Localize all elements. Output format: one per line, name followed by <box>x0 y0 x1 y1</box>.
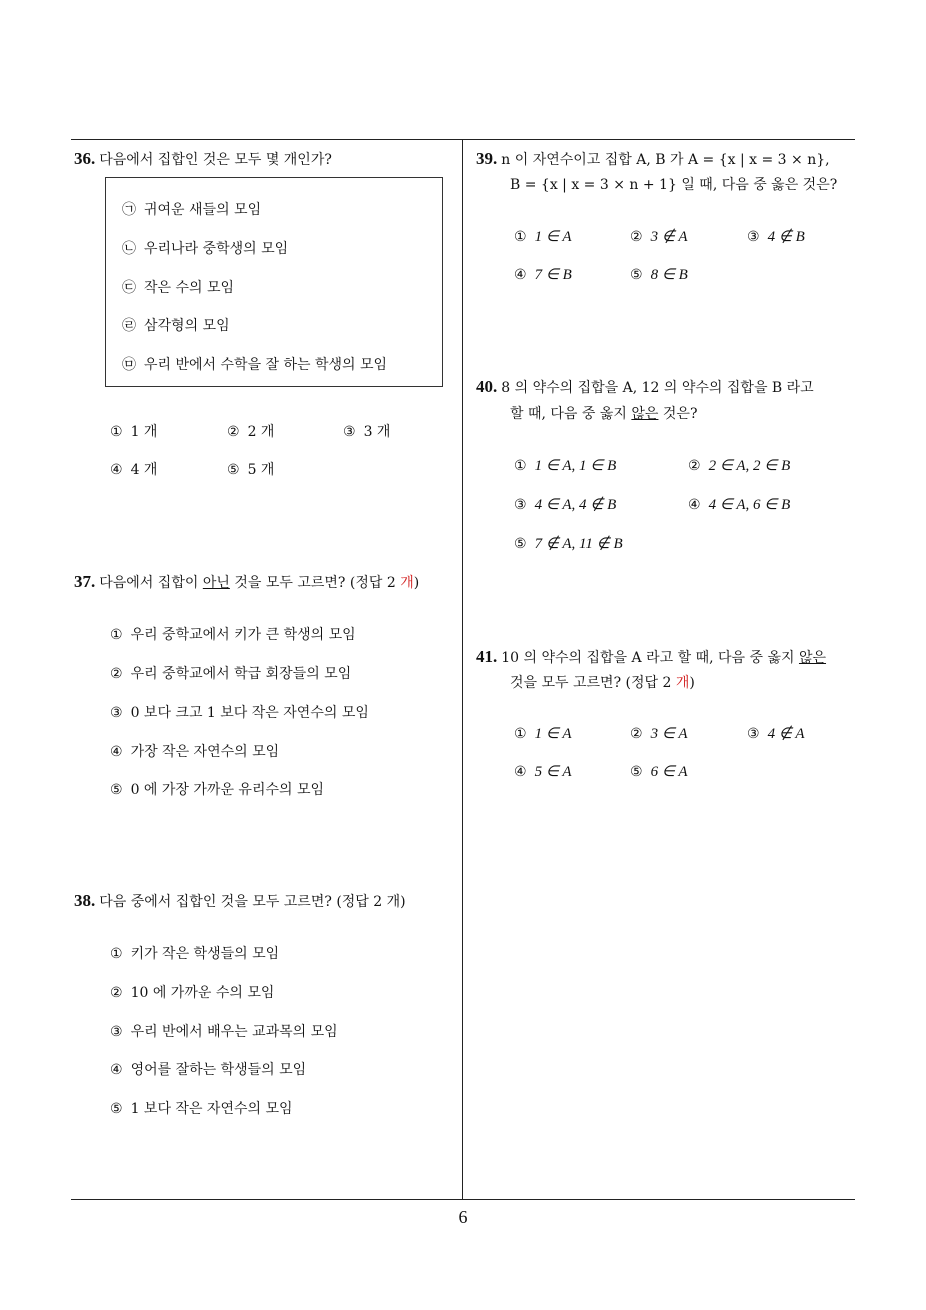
column-divider <box>462 139 463 1200</box>
q36-statement-box <box>105 177 443 387</box>
box-item: ㉠ 귀여운 새들의 모임 <box>122 202 262 218</box>
answer-option-4[interactable]: ④ 4 ∈ A, 6 ∈ B <box>688 497 791 513</box>
question-41-line-2: 것을 모두 고르면? (정답 2 개) <box>510 675 695 691</box>
question-text: 다음에서 집합인 것은 모두 몇 개인가? <box>99 152 332 168</box>
answer-option-1[interactable]: ① 1 ∈ A <box>514 726 572 742</box>
box-item: ㉡ 우리나라 중학생의 모임 <box>122 241 289 257</box>
question-text-line-2: B = {x | x = 3 × n + 1} 일 때, 다음 중 옳은 것은? <box>510 177 838 193</box>
red-emphasis: 개 <box>400 575 414 591</box>
answer-option-1[interactable]: ① 1 개 <box>110 424 158 440</box>
answer-option-3[interactable]: ③ 4 ∈ A, 4 ∉ B <box>514 497 617 513</box>
box-item: ㉣ 삼각형의 모임 <box>122 318 230 334</box>
question-number: 41. <box>476 647 498 666</box>
question-number: 38. <box>74 891 96 910</box>
question-number: 36. <box>74 149 96 168</box>
answer-option-2[interactable]: ② 2 ∈ A, 2 ∈ B <box>688 458 791 474</box>
answer-option-2[interactable]: ② 3 ∈ A <box>630 726 688 742</box>
answer-option-5[interactable]: ⑤ 8 ∈ B <box>630 267 688 283</box>
box-item: ㉤ 우리 반에서 수학을 잘 하는 학생의 모임 <box>122 357 388 373</box>
answer-option-1[interactable]: ① 우리 중학교에서 키가 큰 학생의 모임 <box>110 627 356 643</box>
question-40 <box>476 374 814 401</box>
underlined-word: 아닌 <box>202 575 230 591</box>
question-37: 37. 다음에서 집합이 아닌 것을 모두 고르면? (정답 2 개) <box>74 572 420 591</box>
answer-option-2[interactable]: ② 10 에 가까운 수의 모임 <box>110 985 275 1001</box>
answer-option-5[interactable]: ⑤ 5 개 <box>227 462 275 478</box>
question-39 <box>476 146 830 173</box>
underlined-word: 않은 <box>798 650 827 666</box>
answer-option-3[interactable]: ③ 4 ∉ B <box>747 229 805 245</box>
top-rule <box>71 139 855 140</box>
answer-option-4[interactable]: ④ 5 ∈ A <box>514 764 572 780</box>
answer-option-3[interactable]: ③ 4 ∉ A <box>747 726 805 742</box>
answer-option-4[interactable]: ④ 4 개 <box>110 462 158 478</box>
answer-option-5[interactable]: ⑤ 6 ∈ A <box>630 764 688 780</box>
answer-option-5[interactable]: ⑤ 0 에 가장 가까운 유리수의 모임 <box>110 782 325 798</box>
answer-option-3[interactable]: ③ 우리 반에서 배우는 교과목의 모임 <box>110 1024 338 1040</box>
page-number: 6 <box>458 1207 468 1227</box>
answer-option-4[interactable]: ④ 가장 작은 자연수의 모임 <box>110 744 280 760</box>
question-number: 39. <box>476 149 498 168</box>
answer-option-4[interactable]: ④ 영어를 잘하는 학생들의 모임 <box>110 1062 307 1078</box>
answer-option-5[interactable]: ⑤ 7 ∉ A, 11 ∉ B <box>514 536 623 552</box>
question-number: 37. <box>74 572 96 591</box>
box-item: ㉢ 작은 수의 모임 <box>122 280 235 296</box>
question-text: 다음 중에서 집합인 것을 모두 고르면? (정답 2 개) <box>99 894 406 910</box>
question-text-line-1: 8 의 약수의 집합을 A, 12 의 약수의 집합을 B 라고 <box>501 380 814 396</box>
question-41: 41. 10 의 약수의 집합을 A 라고 할 때, 다음 중 옳지 않은 <box>476 647 827 666</box>
answer-option-3[interactable]: ③ 3 개 <box>343 424 391 440</box>
answer-option-1[interactable]: ① 1 ∈ A <box>514 229 572 245</box>
answer-option-1[interactable]: ① 1 ∈ A, 1 ∈ B <box>514 458 617 474</box>
answer-option-3[interactable]: ③ 0 보다 크고 1 보다 작은 자연수의 모임 <box>110 705 369 721</box>
answer-option-4[interactable]: ④ 7 ∈ B <box>514 267 572 283</box>
red-emphasis: 개 <box>675 675 690 691</box>
question-36 <box>74 146 332 173</box>
question-40-line-2: 할 때, 다음 중 옳지 않은 것은? <box>510 406 698 422</box>
answer-option-5[interactable]: ⑤ 1 보다 작은 자연수의 모임 <box>110 1101 293 1117</box>
answer-option-1[interactable]: ① 키가 작은 학생들의 모임 <box>110 946 280 962</box>
question-38 <box>74 888 406 915</box>
underlined-word: 않은 <box>631 406 659 422</box>
question-text-line-1: n 이 자연수이고 집합 A, B 가 A = {x | x = 3 × n}, <box>501 152 830 168</box>
answer-option-2[interactable]: ② 2 개 <box>227 424 275 440</box>
question-number: 40. <box>476 377 498 396</box>
bottom-rule <box>71 1199 855 1200</box>
question-39-line-2 <box>510 172 837 198</box>
answer-option-2[interactable]: ② 우리 중학교에서 학급 회장들의 모임 <box>110 666 352 682</box>
answer-option-2[interactable]: ② 3 ∉ A <box>630 229 688 245</box>
